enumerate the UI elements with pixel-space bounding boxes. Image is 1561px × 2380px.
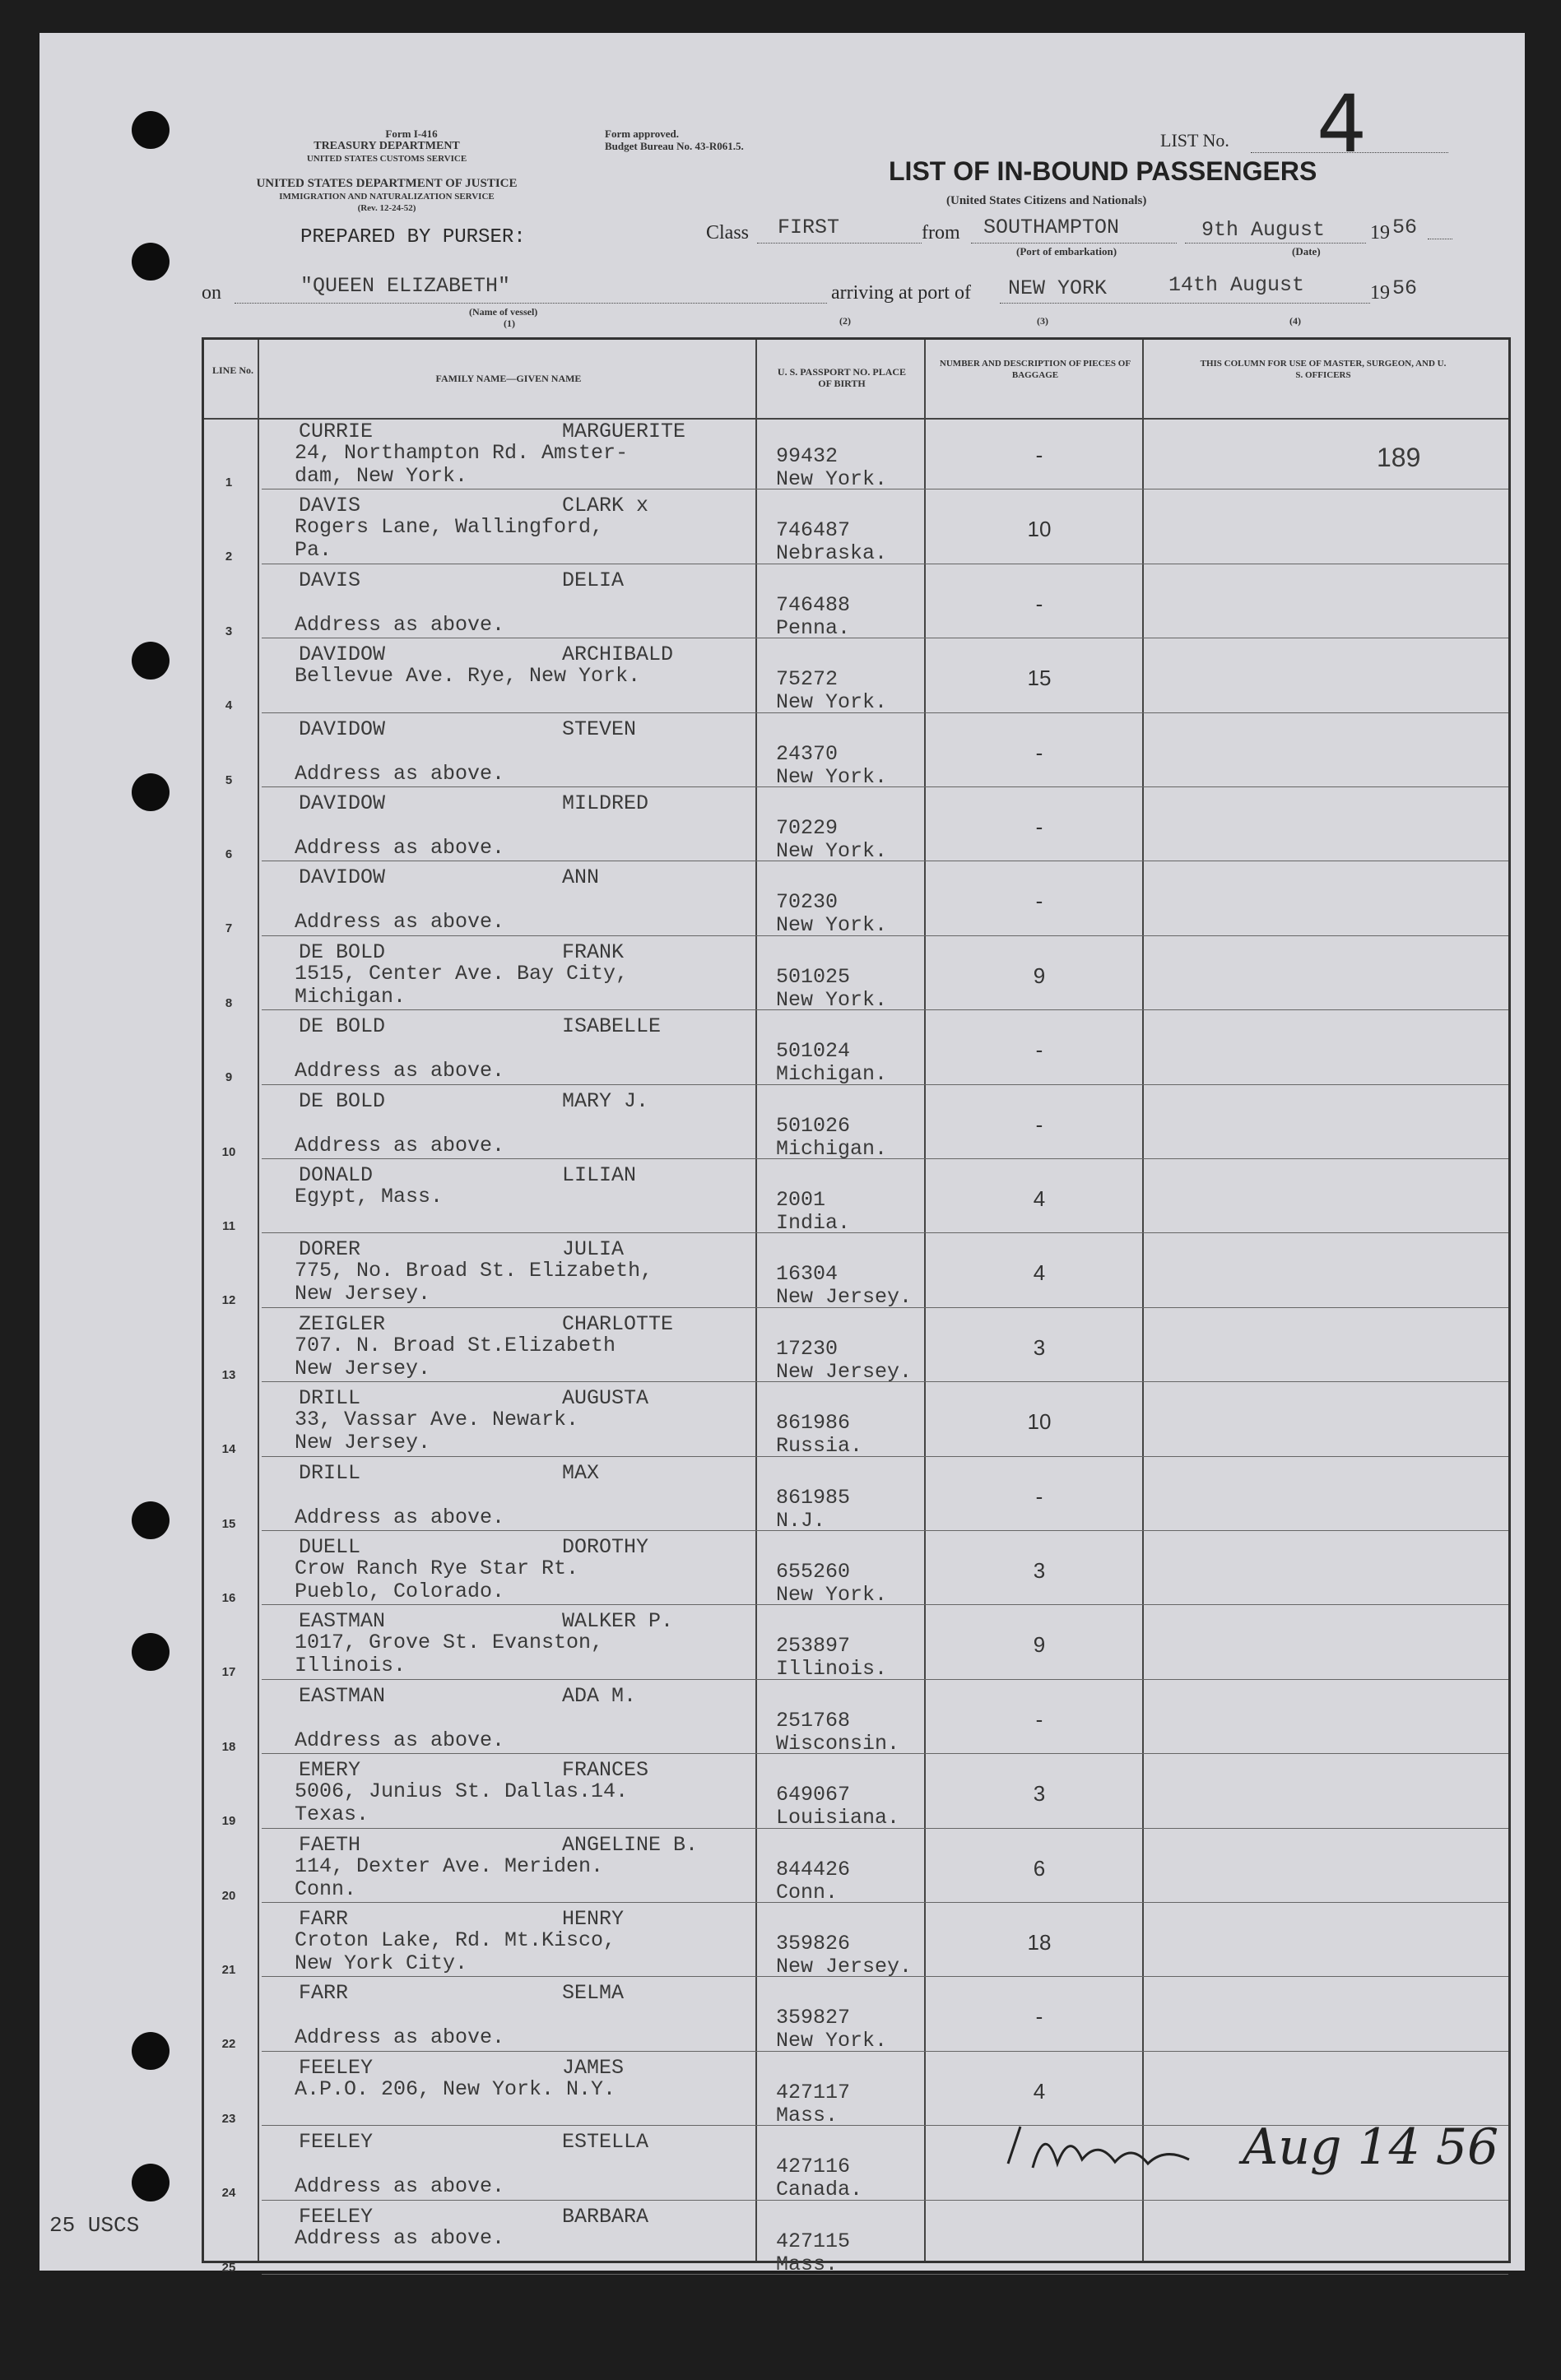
- address-line-2: New York City.: [295, 1951, 468, 1975]
- port-embark-caption: (Port of embarkation): [1016, 245, 1117, 257]
- address-line-2: Address as above.: [295, 761, 505, 786]
- family-name: DE BOLD: [299, 1088, 386, 1113]
- year1-prefix: 19: [1370, 222, 1390, 244]
- line-number: 11: [222, 1219, 235, 1233]
- from-value: SOUTHAMPTON: [983, 216, 1120, 239]
- baggage-count: -: [1035, 1037, 1043, 1063]
- header-divider: [204, 418, 1508, 420]
- address-line-2: Conn.: [295, 1877, 357, 1901]
- col-header-name: FAMILY NAME—GIVEN NAME: [435, 373, 582, 384]
- address-line-2: Address as above.: [295, 2174, 505, 2199]
- given-name: FRANCES: [562, 1758, 649, 1783]
- line-number: 25: [221, 2260, 236, 2275]
- baggage-count: -: [1035, 591, 1043, 616]
- arrival-date: 14th August: [1168, 273, 1305, 297]
- line-number: 19: [221, 1814, 236, 1829]
- line-number: 16: [221, 1591, 236, 1605]
- family-name: DRILL: [299, 1460, 361, 1485]
- place-of-birth: New York.: [776, 839, 888, 863]
- passport-number: 99432: [776, 444, 839, 468]
- arrival-port: NEW YORK: [1008, 276, 1108, 300]
- vessel-caption: (Name of vessel): [469, 306, 538, 318]
- address-line-2: Address as above.: [295, 836, 505, 860]
- given-name: ANGELINE B.: [562, 1832, 699, 1857]
- family-name: DRILL: [299, 1386, 361, 1411]
- customs-service: UNITED STATES CUSTOMS SERVICE: [306, 154, 467, 164]
- row-divider: [262, 2200, 1508, 2201]
- row-divider: [262, 1307, 1508, 1308]
- place-of-birth: New York.: [776, 1583, 888, 1607]
- line-number: 4: [225, 698, 233, 713]
- address-line-1: Egypt, Mass.: [295, 1185, 444, 1209]
- line-number: 3: [225, 624, 233, 638]
- col-divider: [1142, 340, 1144, 2261]
- punch-hole: [132, 642, 170, 680]
- address-line-2: New Jersey.: [295, 1431, 431, 1455]
- vessel-value: "QUEEN ELIZABETH": [300, 274, 511, 298]
- from-label: from: [922, 222, 960, 244]
- passenger-table: [202, 337, 1511, 2276]
- passport-number: 24370: [776, 741, 839, 766]
- address-line-1: 707. N. Broad St.Elizabeth: [295, 1333, 616, 1357]
- row-divider: [262, 1604, 1508, 1605]
- col-header-line-no: LINE No.: [212, 364, 254, 376]
- signature-date: Aug 14 56: [1243, 2118, 1499, 2176]
- place-of-birth: Penna.: [776, 615, 851, 640]
- passport-number: 501024: [776, 1039, 851, 1064]
- line-number: 24: [221, 2186, 236, 2201]
- revision: (Rev. 12-24-52): [357, 203, 416, 213]
- given-name: DOROTHY: [562, 1535, 649, 1559]
- year1-suffix: 56: [1392, 216, 1418, 239]
- form-approved: Form approved.: [605, 128, 680, 140]
- address-line-2: Illinois.: [295, 1654, 407, 1678]
- address-line-2: Address as above.: [295, 910, 505, 935]
- passport-number: 746488: [776, 592, 851, 617]
- given-name: CLARK x: [562, 494, 649, 518]
- row-divider: [262, 935, 1508, 936]
- address-line-1: 775, No. Broad St. Elizabeth,: [295, 1259, 653, 1283]
- given-name: MARY J.: [562, 1088, 649, 1113]
- list-no-value: 4: [1317, 78, 1368, 170]
- address-line-2: Texas.: [295, 1802, 369, 1827]
- col-ref-1: (1): [504, 318, 515, 329]
- line-number: 17: [221, 1665, 236, 1680]
- line-number: 6: [225, 847, 233, 861]
- place-of-birth: New Jersey.: [776, 1285, 913, 1310]
- address-line-2: Pueblo, Colorado.: [295, 1580, 505, 1603]
- page-title: LIST OF IN-BOUND PASSENGERS: [889, 156, 1317, 186]
- place-of-birth: Conn.: [776, 1880, 839, 1904]
- passport-number: 75272: [776, 667, 839, 692]
- family-name: EMERY: [299, 1758, 361, 1783]
- baggage-count: 9: [1033, 963, 1046, 988]
- row-divider: [262, 1232, 1508, 1233]
- line-number: 22: [221, 2037, 236, 2052]
- family-name: DAVIDOW: [299, 643, 386, 667]
- place-of-birth: New York.: [776, 2029, 888, 2053]
- address-line-2: Address as above.: [295, 612, 505, 637]
- passport-number: 501026: [776, 1113, 851, 1138]
- baggage-count: 15: [1027, 666, 1052, 691]
- place-of-birth: New York.: [776, 467, 888, 491]
- family-name: FEELEY: [299, 2130, 374, 2155]
- place-of-birth: New Jersey.: [776, 1359, 913, 1384]
- baggage-count: -: [1035, 2004, 1043, 2030]
- line-number: 9: [225, 1070, 233, 1085]
- row-divider: [262, 1158, 1508, 1159]
- prepared-by: PREPARED BY PURSER:: [300, 226, 526, 248]
- passport-number: 427115: [776, 2229, 851, 2253]
- family-name: FEELEY: [299, 2055, 374, 2080]
- family-name: FAETH: [299, 1832, 361, 1857]
- address-line-1: Crow Ranch Rye Star Rt.: [295, 1557, 579, 1580]
- address-line-1: Rogers Lane, Wallingford,: [295, 515, 604, 540]
- address-line-2: Address as above.: [295, 1505, 505, 1529]
- place-of-birth: Mass.: [776, 2252, 839, 2276]
- baggage-count: 3: [1033, 1558, 1046, 1583]
- place-of-birth: New York.: [776, 913, 888, 938]
- row-divider: [262, 712, 1508, 713]
- list-no-label: LIST No.: [1160, 130, 1229, 151]
- address-line-2: Michigan.: [295, 984, 407, 1009]
- family-name: DAVIS: [299, 494, 361, 518]
- baggage-count: -: [1035, 1706, 1043, 1732]
- passport-number: 861986: [776, 1411, 851, 1436]
- ins-service: IMMIGRATION AND NATURALIZATION SERVICE: [279, 192, 495, 202]
- row-divider: [262, 1976, 1508, 1977]
- given-name: SELMA: [562, 1981, 625, 2006]
- address-line-2: Pa.: [295, 538, 332, 563]
- address-line-1: Bellevue Ave. Rye, New York.: [295, 664, 641, 689]
- passport-number: 649067: [776, 1783, 851, 1807]
- place-of-birth: Louisiana.: [776, 1806, 900, 1830]
- address-line-2: dam, New York.: [295, 464, 468, 488]
- passport-number: 2001: [776, 1188, 826, 1212]
- date-caption: (Date): [1292, 245, 1321, 257]
- col-divider: [924, 340, 926, 2261]
- dept-justice: UNITED STATES DEPARTMENT OF JUSTICE: [256, 177, 518, 190]
- address-line-1: Croton Lake, Rd. Mt.Kisco,: [295, 1928, 616, 1952]
- baggage-count: -: [1035, 814, 1043, 839]
- col-ref-4: (4): [1289, 315, 1301, 327]
- family-name: DONALD: [299, 1163, 374, 1187]
- row-divider: [262, 786, 1508, 787]
- place-of-birth: New York.: [776, 690, 888, 715]
- baggage-count: 4: [1033, 1186, 1046, 1211]
- given-name: BARBARA: [562, 2204, 649, 2229]
- page-subtitle: (United States Citizens and Nationals): [946, 194, 1147, 207]
- row-divider: [262, 1753, 1508, 1754]
- baggage-count: 10: [1027, 517, 1052, 542]
- baggage-count: -: [1035, 443, 1043, 467]
- year2-suffix: 56: [1392, 276, 1418, 300]
- passport-number: 70230: [776, 890, 839, 915]
- passport-number: 655260: [776, 1560, 851, 1584]
- line-number: 18: [221, 1739, 236, 1754]
- passport-number: 427117: [776, 2080, 851, 2104]
- year2-prefix: 19: [1370, 282, 1390, 304]
- given-name: ESTELLA: [562, 2130, 649, 2155]
- class-value: FIRST: [778, 216, 840, 239]
- line-number: 10: [221, 1144, 236, 1159]
- address-line-2: Address as above.: [295, 1059, 505, 1083]
- family-name: EASTMAN: [299, 1609, 386, 1634]
- from-underline: [971, 243, 1177, 244]
- baggage-count: 4: [1033, 2078, 1046, 2104]
- col-header-officers: THIS COLUMN FOR USE OF MASTER, SURGEON, AND U. S. OFFICERS: [1200, 359, 1447, 380]
- address-line-1: A.P.O. 206, New York. N.Y.: [295, 2076, 616, 2101]
- place-of-birth: Nebraska.: [776, 541, 888, 566]
- row-divider: [262, 1530, 1508, 1531]
- family-name: DE BOLD: [299, 1014, 386, 1039]
- line-number: 15: [221, 1516, 236, 1531]
- given-name: HENRY: [562, 1907, 625, 1931]
- col-divider: [258, 340, 259, 2261]
- row-divider: [262, 1009, 1508, 1010]
- line-number: 20: [221, 1888, 236, 1903]
- col-ref-2: (2): [839, 315, 851, 327]
- baggage-count: 18: [1027, 1930, 1052, 1955]
- officer-note: 189: [1377, 443, 1421, 472]
- class-label: Class: [706, 222, 750, 244]
- date-underline: [1185, 243, 1366, 244]
- place-of-birth: Wisconsin.: [776, 1731, 900, 1756]
- address-line-2: Address as above.: [295, 1728, 505, 1752]
- address-line-1: 33, Vassar Ave. Newark.: [295, 1408, 579, 1432]
- punch-hole: [132, 2164, 170, 2201]
- baggage-count: -: [1035, 1111, 1043, 1137]
- given-name: MILDRED: [562, 791, 649, 815]
- punch-hole: [132, 1633, 170, 1671]
- given-name: DELIA: [562, 568, 625, 592]
- family-name: ZEIGLER: [299, 1311, 386, 1336]
- row-divider: [262, 1902, 1508, 1903]
- address-line-1: 5006, Junius St. Dallas.14.: [295, 1779, 629, 1804]
- address-line-2: New Jersey.: [295, 1356, 431, 1380]
- given-name: LILIAN: [562, 1163, 637, 1187]
- baggage-count: 9: [1033, 1632, 1046, 1658]
- address-line-1: 1515, Center Ave. Bay City,: [295, 961, 629, 986]
- family-name: FARR: [299, 1981, 349, 2006]
- row-divider: [262, 2051, 1508, 2052]
- baggage-count: 6: [1033, 1855, 1046, 1881]
- row-divider: [262, 1084, 1508, 1085]
- on-label: on: [202, 282, 221, 304]
- line-number: 14: [221, 1442, 236, 1457]
- family-name: DORER: [299, 1237, 361, 1262]
- given-name: JULIA: [562, 1237, 625, 1262]
- line-number: 2: [225, 550, 233, 564]
- baggage-count: -: [1035, 888, 1043, 914]
- row-divider: [262, 1381, 1508, 1382]
- given-name: FRANK: [562, 939, 625, 964]
- baggage-count: -: [1035, 1483, 1043, 1509]
- family-name: DAVIDOW: [299, 791, 386, 815]
- given-name: ARCHIBALD: [562, 643, 674, 667]
- col-divider: [755, 340, 757, 2261]
- given-name: ANN: [562, 865, 600, 890]
- family-name: EASTMAN: [299, 1683, 386, 1708]
- place-of-birth: Mass.: [776, 2103, 839, 2127]
- given-name: JAMES: [562, 2055, 625, 2080]
- passport-number: 501025: [776, 964, 851, 989]
- family-name: FEELEY: [299, 2204, 374, 2229]
- baggage-count: 3: [1033, 1334, 1046, 1360]
- family-name: DE BOLD: [299, 939, 386, 964]
- baggage-count: -: [1035, 740, 1043, 765]
- address-line-1: 114, Dexter Ave. Meriden.: [295, 1853, 604, 1878]
- given-name: ISABELLE: [562, 1014, 662, 1039]
- passport-number: 70229: [776, 816, 839, 840]
- budget-bureau: Budget Bureau No. 43-R061.5.: [605, 140, 744, 152]
- address-line-1: 24, Northampton Rd. Amster-: [295, 441, 629, 465]
- col-ref-3: (3): [1037, 315, 1048, 327]
- baggage-count: 3: [1033, 1781, 1046, 1807]
- punch-hole: [132, 773, 170, 811]
- line-number: 5: [225, 772, 233, 787]
- passport-number: 861985: [776, 1485, 851, 1510]
- passport-number: 251768: [776, 1708, 851, 1733]
- given-name: ADA M.: [562, 1683, 637, 1708]
- line-number: 13: [221, 1367, 236, 1382]
- family-name: CURRIE: [299, 420, 374, 443]
- given-name: CHARLOTTE: [562, 1311, 674, 1336]
- passport-number: 746487: [776, 518, 851, 543]
- class-underline: [757, 243, 922, 244]
- family-name: DAVIDOW: [299, 865, 386, 890]
- row-divider: [262, 1679, 1508, 1680]
- address-line-2: Address as above.: [295, 1133, 505, 1158]
- given-name: WALKER P.: [562, 1609, 674, 1634]
- passport-number: 844426: [776, 1857, 851, 1881]
- punch-hole: [132, 1501, 170, 1539]
- baggage-count: 10: [1027, 1409, 1052, 1435]
- vessel-underline: [235, 303, 827, 304]
- passport-number: 359827: [776, 2006, 851, 2030]
- margin-stamp: 25 USCS: [49, 2213, 140, 2238]
- row-divider: [262, 2274, 1508, 2275]
- place-of-birth: India.: [776, 1211, 851, 1235]
- line-number: 23: [221, 2111, 236, 2126]
- treasury-dept: TREASURY DEPARTMENT: [314, 140, 460, 152]
- address-line-1: Address as above.: [295, 2225, 505, 2250]
- passport-number: 253897: [776, 1634, 851, 1659]
- given-name: MARGUERITE: [562, 420, 686, 443]
- punch-hole: [132, 2032, 170, 2070]
- arriving-label: arriving at port of: [831, 282, 971, 304]
- family-name: DAVIS: [299, 568, 361, 592]
- row-divider: [262, 1828, 1508, 1829]
- passport-number: 16304: [776, 1262, 839, 1287]
- punch-hole: [132, 243, 170, 281]
- date-value: 9th August: [1201, 218, 1326, 242]
- row-divider: [262, 1456, 1508, 1457]
- baggage-count: 4: [1033, 1260, 1046, 1286]
- line-number: 21: [221, 1963, 236, 1977]
- given-name: AUGUSTA: [562, 1386, 649, 1411]
- place-of-birth: New Jersey.: [776, 1955, 913, 1979]
- family-name: DAVIDOW: [299, 717, 386, 741]
- place-of-birth: Illinois.: [776, 1657, 888, 1682]
- given-name: MAX: [562, 1460, 600, 1485]
- form-number: Form I-416: [385, 128, 438, 140]
- place-of-birth: New York.: [776, 987, 888, 1012]
- arrival-underline: [1000, 303, 1370, 304]
- place-of-birth: Michigan.: [776, 1062, 888, 1087]
- col-header-baggage: NUMBER AND DESCRIPTION OF PIECES OF BAGGAGE: [939, 359, 1131, 380]
- line-number: 8: [225, 995, 233, 1010]
- passport-number: 17230: [776, 1336, 839, 1361]
- place-of-birth: Canada.: [776, 2178, 863, 2202]
- line-number: 7: [225, 921, 233, 936]
- col-header-passport: U. S. PASSPORT NO. PLACE OF BIRTH: [777, 366, 907, 389]
- address-line-2: Address as above.: [295, 2025, 505, 2050]
- address-line-2: New Jersey.: [295, 1282, 431, 1306]
- passport-number: 427116: [776, 2155, 851, 2179]
- line-number: 12: [221, 1293, 236, 1308]
- family-name: DUELL: [299, 1535, 361, 1559]
- punch-hole: [132, 111, 170, 149]
- signature-scribble: [1000, 2114, 1197, 2180]
- family-name: FARR: [299, 1907, 349, 1931]
- place-of-birth: Russia.: [776, 1434, 863, 1459]
- place-of-birth: Michigan.: [776, 1136, 888, 1161]
- line-number: 1: [225, 476, 233, 489]
- place-of-birth: N.J.: [776, 1508, 826, 1533]
- place-of-birth: New York.: [776, 764, 888, 789]
- address-line-1: 1017, Grove St. Evanston,: [295, 1631, 604, 1655]
- given-name: STEVEN: [562, 717, 637, 741]
- passport-number: 359826: [776, 1932, 851, 1955]
